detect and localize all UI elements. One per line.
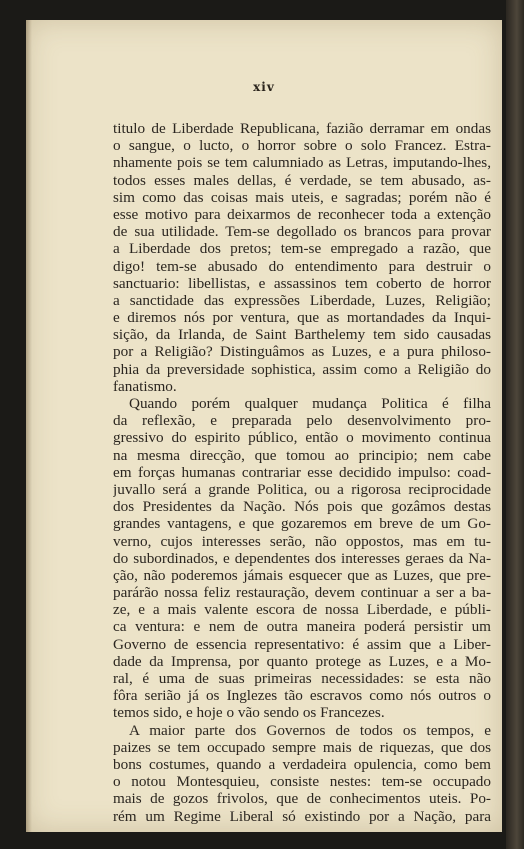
text-line: digo! tem-se abusado do entendimento para destruir o <box>113 257 491 275</box>
text-line: ze, e a mais valente escora de nossa Liberdade, e públi- <box>113 601 491 619</box>
text-line: bons costumes, quando a verdadeira opulencia, como bem <box>113 755 491 773</box>
text-line: rém um Regime Liberal só existindo por a Nação, para <box>113 807 491 825</box>
book-page <box>26 20 502 832</box>
text-line: e diremos nós por ventura, que as mortandades da Inqui- <box>113 309 491 327</box>
text-line: grandes vantagens, e que gozaremos em breve de um Go- <box>113 515 491 533</box>
text-line: verno, cujos interesses serão, não oppostos, mas em tu- <box>113 532 491 550</box>
text-line: phia da preversidade sophistica, assim como a Religião do <box>113 360 491 378</box>
text-line: por a Religião? Distinguâmos as Luzes, e a pura philoso- <box>113 343 491 361</box>
text-line: dade da Imprensa, por quanto protege as Luzes, e a Mo- <box>113 652 491 670</box>
book-edge <box>506 0 524 849</box>
text-line: a Liberdade dos pretos; tem-se empregado a razão, que <box>113 240 491 258</box>
text-line: na mesma direcção, que tomou ao principio; nem cabe <box>113 446 491 464</box>
text-line: fôra serião já os Inglezes tão escravos como nós outros o <box>113 687 491 705</box>
text-line: Quando porém qualquer mudança Politica é filha <box>129 395 491 412</box>
text-line: Governo de essencia representativo: é assim que a Liber- <box>113 635 491 653</box>
text-line: da reflexão, e preparada pelo desenvolvimento pro- <box>113 412 491 430</box>
text-line: mais de gozos frivolos, que de conhecimentos uteis. Po- <box>113 790 491 808</box>
text-line: de sua utilidade. Tem-se degollado os brancos para provar <box>113 223 491 241</box>
text-line: sanctuario: libellistas, e assassinos tem coberto de horror <box>113 274 491 292</box>
text-line: parárão nossa feliz restauração, devem continuar a ser a ba- <box>113 584 491 602</box>
text-line: do subordinados, e dependentes dos interesses geraes da Na- <box>113 549 491 567</box>
text-line: todos esses males dellas, é verdade, se tem abusado, as- <box>113 171 491 189</box>
text-line: temos sido, e hoje o vão sendo os Francezes. <box>113 704 385 722</box>
text-line: ca ventura: e nem de outra maneira poderá persistir um <box>113 618 491 636</box>
text-line: juvallo será a grande Politica, ou a rigorosa reciprocidade <box>113 480 491 498</box>
text-line: sim como das coisas mais uteis, e sagradas; porém não é <box>113 188 491 206</box>
text-line: ção, não poderemos jámais esquecer que as Luzes, que pre- <box>113 566 491 584</box>
text-line: titulo de Liberdade Republicana, fazião derramar em ondas <box>113 120 491 137</box>
body-text <box>113 120 491 825</box>
page-gutter-shadow <box>26 20 32 832</box>
text-line: sição, da Irlanda, de Saint Barthelemy tem sido causadas <box>113 326 491 344</box>
text-line: nhamente pois se tem calumniado as Letras, imputando-lhes, <box>113 154 491 172</box>
text-line: paizes se tem occupado sempre mais de riquezas, que dos <box>113 738 491 756</box>
text-line: A maior parte dos Governos de todos os tempos, e <box>129 721 491 739</box>
page-number: xiv <box>253 80 275 94</box>
text-line: a sanctidade das expressões Liberdade, Luzes, Religião; <box>113 291 491 309</box>
text-line: fanatismo. <box>113 377 177 395</box>
text-line: ral, é uma de suas primeiras necessidades: se esta não <box>113 670 491 687</box>
text-line: gressivo do espirito público, então o movimento continua <box>113 429 491 447</box>
text-line: dos Presidentes da Nação. Nós pois que gozâmos destas <box>113 498 491 516</box>
text-line: o notou Montesquieu, consiste nestes: tem-se occupado <box>113 773 491 791</box>
text-line: o sangue, o lucto, o horror sobre o solo Francez. Estra- <box>113 137 491 155</box>
text-line: em forças humanas contrariar esse decidido impulso: coad- <box>113 463 491 481</box>
text-line: esse motivo para deixarmos de reconhecer toda a extenção <box>113 205 491 223</box>
